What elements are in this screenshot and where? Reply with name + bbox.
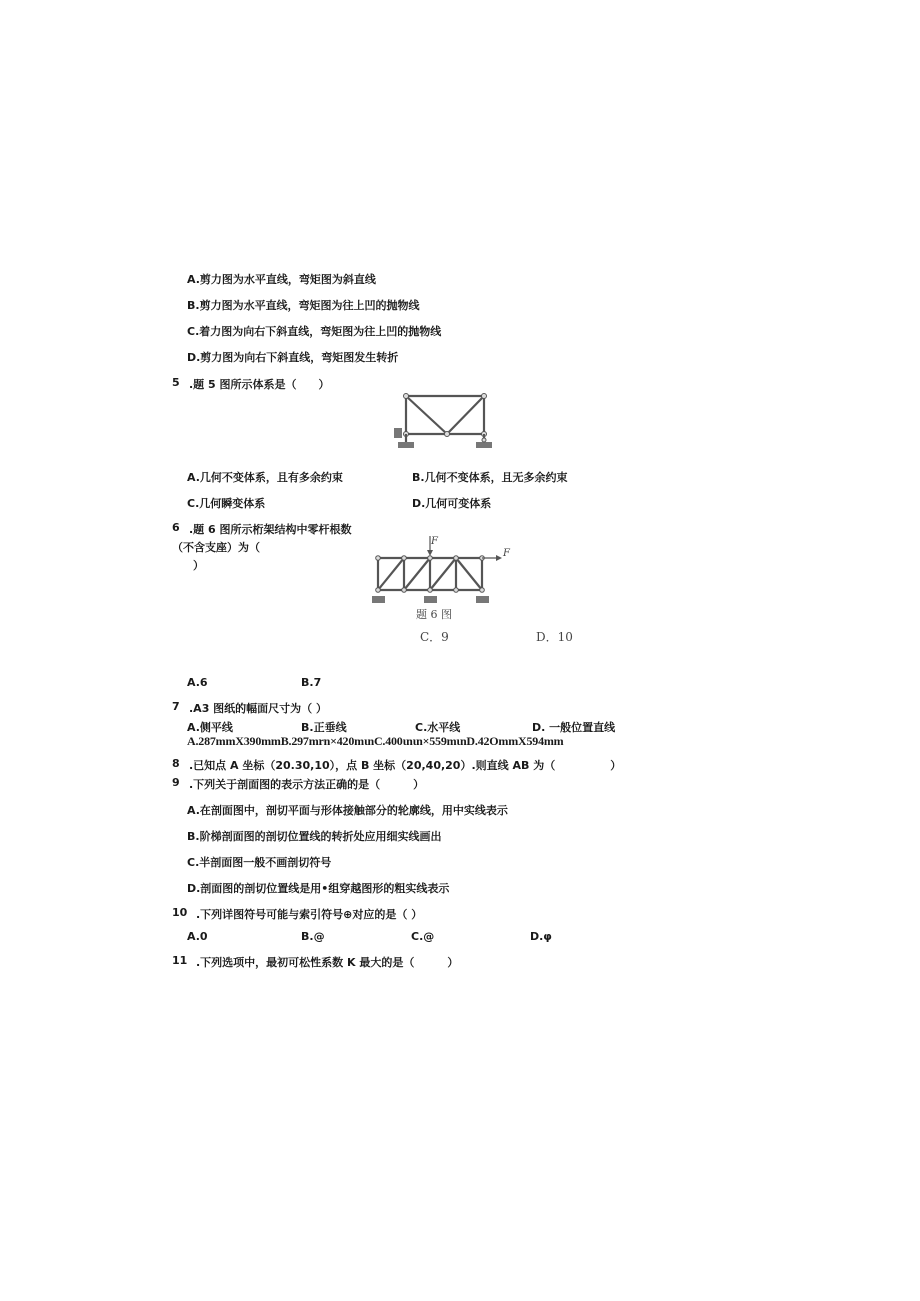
q5-left-support (394, 428, 414, 448)
q6-option-c: C．9 (420, 630, 449, 644)
q6-truss-figure (370, 532, 520, 612)
q4-option-b: B.剪力图为水平直线，弯矩图为往上凹的抛物线 (187, 299, 420, 312)
q9-option-d: D.剖面图的剖切位置线是用•组穿越图形的粗实线表示 (187, 882, 450, 895)
q5-right-support (476, 434, 492, 448)
q7-option-a: A.侧平线 (187, 721, 233, 734)
q8-number: 8 (172, 757, 180, 770)
q10-number: 10 (172, 906, 188, 919)
q7-size-options: A.287mmX390mmB.297mrn×420mιnC.400ιnιn×559mιnD.42OmmX594mm (187, 734, 564, 748)
q6-option-b: B.7 (301, 676, 322, 689)
q9-text: .下列关于剖面图的表示方法正确的是（ ） (189, 778, 425, 791)
q6-text-line3: ） (193, 559, 204, 572)
q7-number: 7 (172, 700, 180, 713)
q7-option-d: D. 一般位置直线 (532, 721, 616, 734)
q5-number: 5 (172, 376, 180, 389)
q6-force-label-horizontal: F (503, 548, 510, 559)
q6-text: .题 6 图所示桁架结构中零杆根数 (189, 523, 352, 536)
q10-option-d: D.φ (530, 930, 552, 943)
q5-option-c: C.几何瞬变体系 (187, 497, 266, 510)
q4-option-a: A.剪力图为水平直线，弯矩图为斜直线 (187, 273, 376, 286)
q10-option-b: B.@ (301, 930, 325, 943)
q5-option-b: B.几何不变体系，且无多余约束 (412, 471, 568, 484)
q10-text: .下列详图符号可能与索引符号⊕对应的是（ ） (196, 908, 423, 921)
q4-option-c: C.着力图为向右下斜直线，弯矩图为往上凹的抛物线 (187, 325, 442, 338)
q6-number: 6 (172, 521, 180, 534)
q6-figure-caption: 题 6 图 (416, 608, 452, 621)
q6-option-a: A.6 (187, 676, 208, 689)
q9-option-b: B.阶梯剖面图的剖切位置线的转折处应用细实线画出 (187, 830, 442, 843)
q5-frame-members (406, 396, 484, 434)
q7-option-b: B.正垂线 (301, 721, 347, 734)
q4-option-d: D.剪力图为向右下斜直线，弯矩图发生转折 (187, 351, 399, 364)
q9-option-a: A.在剖面图中，剖切平面与形体接触部分的轮廓线，用中实线表示 (187, 804, 508, 817)
q11-text: .下列选项中，最初可松性系数 K 最大的是（ ） (196, 956, 459, 969)
q8-text: .已知点 A 坐标（20.30,10），点 B 坐标（20,40,20）.则直线 AB 为（ ） (189, 759, 622, 772)
q6-force-label-vertical: F (431, 536, 438, 547)
q11-number: 11 (172, 954, 188, 967)
q5-text: .题 5 图所示体系是（ ） (189, 378, 330, 391)
q9-number: 9 (172, 776, 180, 789)
q7-text: .A3 图纸的幅面尺寸为（ ） (189, 702, 328, 715)
q6-option-d: D．10 (536, 630, 573, 644)
q5-option-a: A.几何不变体系，且有多余约束 (187, 471, 343, 484)
q5-option-d: D.几何可变体系 (412, 497, 492, 510)
q7-option-c: C.水平线 (415, 721, 461, 734)
q5-frame-figure (392, 390, 502, 452)
q10-option-c: C.@ (411, 930, 435, 943)
q9-option-c: C.半剖面图一般不画剖切符号 (187, 856, 332, 869)
q6-text-line2: （不含支座）为（ (172, 541, 260, 554)
q10-option-a: A.0 (187, 930, 208, 943)
